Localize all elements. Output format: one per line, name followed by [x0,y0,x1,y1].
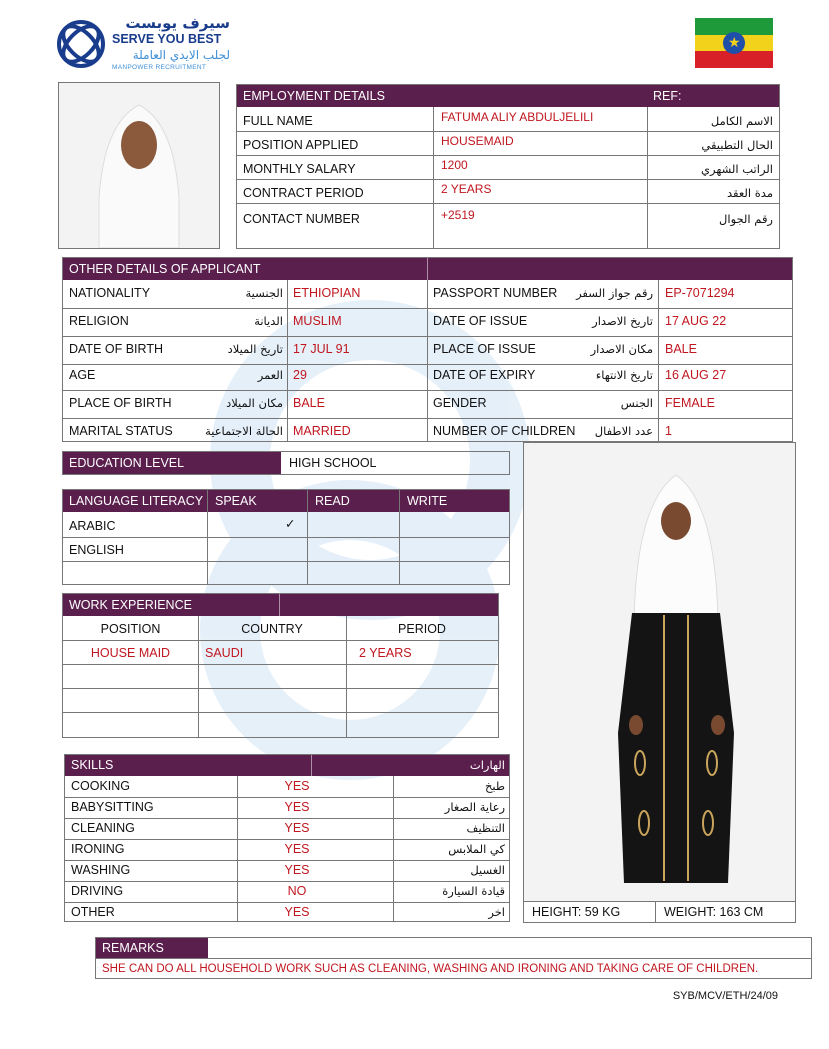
employment-value: FATUMA ALIY ABDULJELILI [441,110,594,124]
applicant-arabic-label: العمر [257,368,283,382]
arabic-speak-check: ✓ [285,516,296,531]
passport-label: DATE OF EXPIRY [433,368,536,382]
brand-name: SERVE YOU BEST [112,32,222,46]
person-full-body-icon [524,443,795,901]
brand-arabic-tagline: لجلب الايدي العاملة [132,48,230,62]
passport-value: 1 [665,424,672,438]
language-col-language: LANGUAGE LITERACY [69,494,204,508]
applicant-full-photo [523,442,796,902]
applicant-label: DATE OF BIRTH [69,342,163,356]
skills-table [64,754,510,922]
passport-label: PASSPORT NUMBER [433,286,558,300]
employment-label: CONTACT NUMBER [243,212,360,226]
passport-arabic-label: مكان الاصدار [590,342,653,356]
passport-value: FEMALE [665,396,716,410]
employment-value: HOUSEMAID [441,134,514,148]
skill-arabic-label: طبخ [484,779,505,793]
employment-header: EMPLOYMENT DETAILS REF: [237,85,779,107]
language-english: ENGLISH [69,543,124,557]
applicant-arabic-label: مكان الميلاد [226,396,283,410]
employment-value: 2 YEARS [441,182,492,196]
skill-arabic-label: كي الملابس [448,842,505,856]
employment-label: POSITION APPLIED [243,138,359,152]
employment-arabic-label: الاسم الكامل [710,114,773,128]
education-label: EDUCATION LEVEL [63,452,281,474]
weight-value: WEIGHT: 163 CM [664,905,764,919]
passport-label: PLACE OF ISSUE [433,342,536,356]
applicant-label: NATIONALITY [69,286,151,300]
applicant-label: PLACE OF BIRTH [69,396,172,410]
passport-value: EP-7071294 [665,286,735,300]
applicant-arabic-label: الحالة الاجتماعية [205,424,283,438]
skills-arabic-header: الهارات [469,758,505,772]
person-portrait-icon [59,83,219,248]
skill-value: YES [284,821,310,835]
skill-value: NO [287,884,307,898]
measurements-row [523,902,796,923]
education-value: HIGH SCHOOL [289,456,377,470]
knot-logo-icon [54,16,108,72]
skills-header: SKILLS الهارات [65,755,509,776]
skill-arabic-label: اخر [488,905,505,919]
employment-arabic-label: الحال التطبيقي [701,138,773,152]
height-value: HEIGHT: 59 KG [532,905,621,919]
skill-label: COOKING [71,779,131,793]
skill-value: YES [284,863,310,877]
skill-arabic-label: قيادة السيارة [442,884,505,898]
work-position-value: HOUSE MAID [90,646,171,660]
employment-arabic-label: مدة العقد [727,186,773,200]
work-period-value: 2 YEARS [359,646,412,660]
passport-arabic-label: عدد الاطفال [594,424,653,438]
employment-arabic-label: رقم الجوال [719,212,773,226]
passport-arabic-label: تاريخ الانتهاء [595,368,653,382]
language-col-write: WRITE [407,494,448,508]
skill-label: DRIVING [71,884,124,898]
language-literacy-table [62,489,510,585]
education-level-row [62,451,510,475]
skill-arabic-label: رعاية الصغار [444,800,505,814]
applicant-arabic-label: تاريخ الميلاد [227,342,283,356]
employment-label: CONTRACT PERIOD [243,186,364,200]
passport-value: 17 AUG 22 [665,314,727,328]
other-details-header: OTHER DETAILS OF APPLICANT [63,258,792,280]
document-code: SYB/MCV/ETH/24/09 [672,990,778,1002]
applicant-value: MARRIED [293,424,351,438]
skill-label: WASHING [71,863,131,877]
language-col-speak: SPEAK [215,494,257,508]
remarks-text: SHE CAN DO ALL HOUSEHOLD WORK SUCH AS CLEANING, WASHING AND IRONING AND TAKING CARE OF CHILDREN. [102,963,759,975]
skill-arabic-label: التنظيف [466,821,505,835]
applicant-value: BALE [293,396,325,410]
language-col-read: READ [315,494,350,508]
applicant-label: RELIGION [69,314,129,328]
company-logo [54,14,234,76]
skill-value: YES [284,800,310,814]
remarks-box [95,937,812,979]
language-arabic: ARABIC [69,519,116,533]
employment-label: MONTHLY SALARY [243,162,356,176]
passport-label: DATE OF ISSUE [433,314,528,328]
employment-label: FULL NAME [243,114,313,128]
work-col-period: PERIOD [398,622,446,636]
applicant-arabic-label: الديانة [254,314,283,328]
passport-arabic-label: تاريخ الاصدار [592,314,653,328]
passport-value: BALE [665,342,697,356]
remarks-header: REMARKS [96,938,208,958]
employment-value: 1200 [441,158,468,172]
ethiopia-flag-icon: ★ [695,18,773,68]
applicant-value: 29 [293,368,307,382]
work-col-position: POSITION [100,622,161,636]
work-experience-header: WORK EXPERIENCE [63,594,498,616]
applicant-arabic-label: الجنسية [245,286,283,300]
work-col-country: COUNTRY [241,622,303,636]
employment-arabic-label: الراتب الشهري [701,162,773,176]
skill-label: OTHER [71,905,115,919]
brand-tagline: MANPOWER RECRUITMENT [112,64,207,71]
applicant-value: MUSLIM [293,314,342,328]
passport-value: 16 AUG 27 [665,368,727,382]
employment-details-box [236,84,780,249]
skill-value: YES [284,842,310,856]
applicant-headshot [58,82,220,249]
passport-arabic-label: الجنس [620,396,653,410]
skill-label: CLEANING [71,821,135,835]
employment-value: +2519 [441,208,475,222]
passport-label: NUMBER OF CHILDREN [433,424,576,438]
skill-label: IRONING [71,842,125,856]
applicant-value: ETHIOPIAN [293,286,361,300]
work-country-value: SAUDI [205,646,244,660]
applicant-label: MARITAL STATUS [69,424,173,438]
applicant-label: AGE [69,368,96,382]
applicant-value: 17 JUL 91 [293,342,350,356]
work-experience-table [62,593,499,738]
skill-label: BABYSITTING [71,800,154,814]
brand-arabic-name: سيرف يوبست [125,14,230,32]
ref-label: REF: [653,89,682,103]
skill-value: YES [284,905,310,919]
passport-arabic-label: رقم جواز السفر [576,286,653,300]
passport-label: GENDER [433,396,487,410]
skill-arabic-label: الغسيل [470,863,505,877]
other-details-box [62,257,793,442]
skill-value: YES [284,779,310,793]
